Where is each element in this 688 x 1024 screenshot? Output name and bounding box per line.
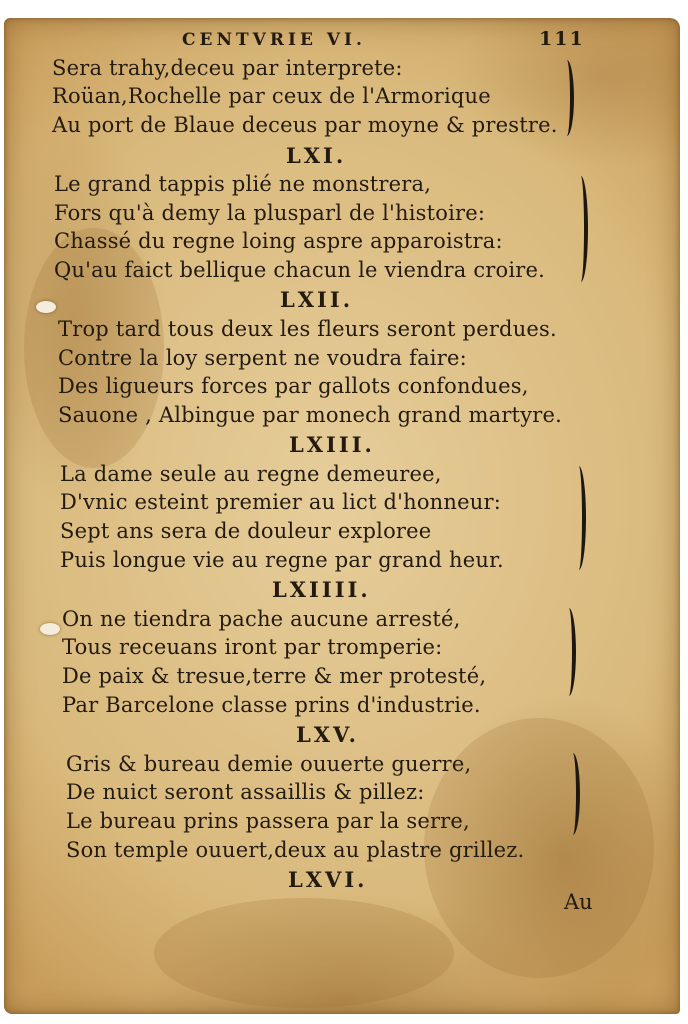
quatrain-number: LXIIII. <box>272 577 371 602</box>
catchword: Au <box>564 890 593 914</box>
verse-line: Son temple ouuert,deux au plastre grillez. <box>66 838 525 862</box>
verse-line: Gris & bureau demie ouuerte guerre, <box>66 752 472 776</box>
quatrain-number: LXII. <box>280 287 354 312</box>
verse-line: La dame seule au regne demeuree, <box>60 462 442 486</box>
verse-line: Le grand tappis plié ne monstrera, <box>54 172 432 196</box>
verse-line: Tous receuans iront par tromperie: <box>62 635 443 659</box>
quatrain-number: LXIII. <box>289 432 375 457</box>
verse-line: On ne tiendra pache aucune arresté, <box>62 607 461 631</box>
verse-line: De nuict seront assaillis & pillez: <box>66 780 425 804</box>
verse-line: Trop tard tous deux les fleurs seront perdues. <box>58 317 557 341</box>
verse-line: Sera trahy,deceu par interprete: <box>52 56 403 80</box>
verse-line: Des ligueurs forces par gallots confondues, <box>58 374 529 398</box>
verse-line: Le bureau prins passera par la serre, <box>66 809 470 833</box>
parchment-page <box>4 18 680 1014</box>
verse-line: Contre la loy serpent ne voudra faire: <box>58 346 467 370</box>
verse-line: Au port de Blaue deceus par moyne & prestre. <box>52 113 558 137</box>
verse-line: Fors qu'à demy la plusparl de l'histoire: <box>54 201 486 225</box>
quatrain-number: LXI. <box>286 143 347 168</box>
running-head: CENTVRIE VI. <box>182 30 366 50</box>
verse-line: Sauone , Albingue par monech grand martyre. <box>58 403 562 427</box>
verse-line: Puis longue vie au regne par grand heur. <box>60 548 504 572</box>
verse-line: Par Barcelone classe prins d'industrie. <box>62 693 481 717</box>
verse-line: Qu'au faict bellique chacun le viendra croire. <box>54 258 546 282</box>
verse-line: Roüan,Rochelle par ceux de l'Armorique <box>52 84 491 108</box>
verse-line: D'vnic esteint premier au lict d'honneur: <box>60 490 501 514</box>
quatrain-number: LXVI. <box>288 867 368 892</box>
quatrain-number: LXV. <box>296 722 359 747</box>
verse-line: Chassé du regne loing aspre apparoistra: <box>54 229 503 253</box>
verse-line: De paix & tresue,terre & mer protesté, <box>62 664 487 688</box>
page-number: 111 <box>539 28 585 50</box>
verse-line: Sept ans sera de douleur exploree <box>60 519 432 543</box>
